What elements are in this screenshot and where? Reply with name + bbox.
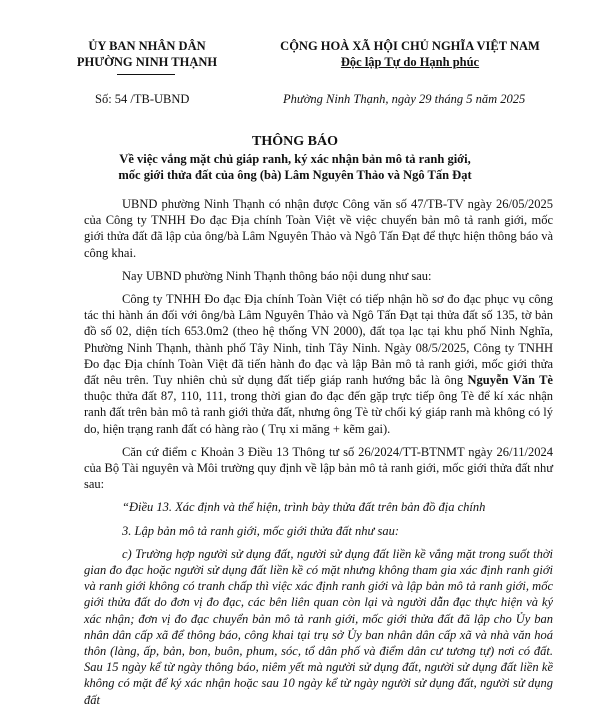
paragraph-survey-details — [84, 291, 553, 437]
document-body — [84, 196, 553, 707]
survey-text-after: thuộc thửa đất 87, 110, 111, trong thời gian đo đạc đến gặp trực tiếp ông Tè để kí xác nhận ranh đất trên bản mô tả ranh giới thửa đất, nhưng ông Tè từ chối ký giáp ranh mà không có lý do, hiện trạng ranh đất có hàng rào ( Trụ xi măng + kẽm gai). — [84, 389, 553, 436]
place-and-date: Phường Ninh Thạnh, ngày 29 tháng 5 năm 2025 — [283, 92, 526, 106]
document-header — [0, 38, 590, 78]
paragraph-legal-basis: Căn cứ điểm c Khoản 3 Điều 13 Thông tư số 26/2024/TT-BTNMT ngày 26/11/2024 của Bộ Tài nguyên và Môi trường quy định về lập bản mô tả ranh giới, mốc giới thửa đất như sau: — [84, 444, 553, 492]
quote-article: “Điều 13. Xác định và thể hiện, trình bày thửa đất trên bản đồ địa chính — [122, 500, 486, 515]
issuing-authority — [62, 38, 232, 70]
document-title: THÔNG BÁO — [252, 134, 338, 149]
paragraph-announcement: Nay UBND phường Ninh Thạnh thông báo nội dung như sau: — [122, 268, 432, 283]
national-title: CỘNG HOÀ XÃ HỘI CHỦ NGHĨA VIỆT NAM — [280, 39, 540, 53]
survey-text-before: Công ty TNHH Đo đạc Địa chính Toàn Việt có tiếp nhận hồ sơ đo đạc phục vụ công tác thi hành án đối với ông/bà Lâm Nguyên Thảo và Ngô Tấn Đạt tại thửa đất số 135, tờ bản đồ số 02, diện tích 653.0m2 (theo hệ thống VN 2000), đất tọa lạc tại khu phố Ninh Nghĩa, Phường Ninh Thạnh, thành phố Tây Ninh, tỉnh Tây Ninh. Ngày 08/5/2025, Công ty TNHH Đo đạc Địa chính Toàn Việt đã tiến hành đo đạc và lập Bản mô tả ranh giới, mốc giới thửa đất nêu trên. Tuy nhiên chủ sử dụng đất tiếp giáp ranh hướng bắc là ông — [84, 292, 553, 388]
authority-line-2: PHƯỜNG NINH THẠNH — [76, 55, 218, 69]
national-heading — [250, 38, 570, 70]
authority-underline — [117, 74, 175, 75]
paragraph-receipt: UBND phường Ninh Thạnh có nhận được Công văn số 47/TB-TV ngày 26/05/2025 của Công ty TNHH Đo đạc Địa chính Toàn Việt về việc chuyển bản mô tả ranh giới, mốc giới thửa đất đã lập của ông/bà Lâm Nguyên Thảo và Ngô Tấn Đạt để thực hiện thông báo và công khai. — [84, 197, 553, 260]
subtitle-line-2: mốc giới thửa đất của ông (bà) Lâm Nguyên Thảo và Ngô Tấn Đạt — [118, 168, 472, 182]
authority-line-1: ỦY BAN NHÂN DÂN — [88, 39, 206, 53]
quote-point-c: c) Trường hợp người sử dụng đất, người sử dụng đất liền kề vắng mặt trong suốt thời gian đo đạc hoặc người sử dụng đất liền kề có mặt nhưng không tham gia xác định ranh giới và ranh giới không có tranh chấp thì việc xác định ranh giới và lập bản mô tả ranh giới, mốc giới thửa đất do đơn vị đo đạc, các bên liên quan còn lại và người dẫn đạc thực hiện và ký xác nhận; đơn vị đo đạc chuyển bản mô tả ranh giới, mốc giới thửa đất đã lập cho Ủy ban nhân dân cấp xã để thông báo, công khai tại trụ sở Ủy ban nhân dân cấp xã và nhà văn hoá thôn (làng, ấp, bản, bon, buôn, phum, sóc, tổ dân phố và điểm dân cư tương tự) nơi có đất. Sau 15 ngày kể từ ngày thông báo, niêm yết mà người sử dụng đất, người sử dụng đất liền kề không có mặt để ký xác nhận hoặc sau 10 ngày kể từ ngày người sử dụng đất, người sử dụng đất — [84, 546, 553, 707]
quote-clause: 3. Lập bản mô tả ranh giới, mốc giới thửa đất như sau: — [122, 523, 399, 538]
national-motto: Độc lập Tự do Hạnh phúc — [340, 55, 480, 69]
neighbor-owner-name: Nguyễn Văn Tè — [467, 373, 553, 388]
subtitle-line-1: Về việc vắng mặt chủ giáp ranh, ký xác nhận bản mô tả ranh giới, — [119, 152, 471, 166]
document-number: Số: 54 /TB-UBND — [95, 92, 190, 106]
document-subtitle — [80, 151, 510, 183]
